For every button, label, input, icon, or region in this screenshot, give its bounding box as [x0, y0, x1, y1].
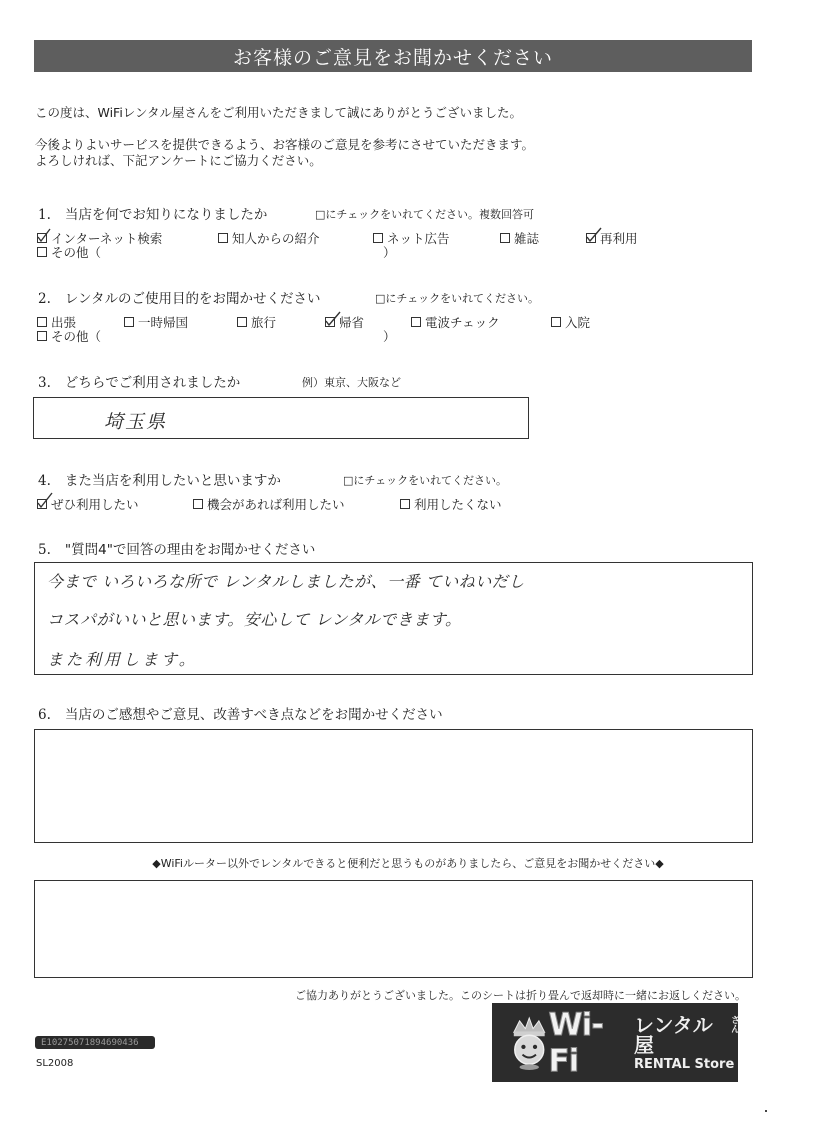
question-2-note: □にチェックをいれてください。	[375, 292, 540, 305]
q5-answer-line-3: また利用します。	[47, 650, 198, 669]
question-3-number: 3.	[38, 375, 51, 391]
q2-option-temp-return[interactable]	[124, 313, 188, 331]
option-label: 旅行	[251, 315, 277, 330]
option-label: 再利用	[600, 231, 638, 246]
option-label: 出張	[51, 315, 77, 330]
tracking-code: E10275071894690436	[35, 1036, 155, 1049]
checkbox[interactable]	[411, 317, 421, 327]
logo-japanese-name: レンタル屋	[634, 1012, 713, 1057]
q2-other-close: ）	[383, 329, 396, 344]
question-3	[38, 371, 240, 391]
checkbox-checked[interactable]	[586, 233, 596, 243]
option-label: 電波チェック	[425, 315, 500, 330]
question-5	[38, 538, 315, 558]
checkbox[interactable]	[237, 317, 247, 327]
question-6-text: 当店のご感想やご意見、改善すべき点などをお聞かせください	[64, 707, 443, 723]
q3-answer-box[interactable]	[33, 397, 529, 439]
scan-speck	[765, 1110, 767, 1112]
question-3-note: 例）東京、大阪など	[302, 376, 401, 389]
q6-answer-box[interactable]	[34, 729, 753, 843]
question-4	[38, 469, 281, 489]
q3-handwritten-answer: 埼玉県	[104, 411, 168, 433]
question-6	[38, 703, 443, 723]
store-logo	[492, 1003, 738, 1082]
option-label: 雑誌	[514, 231, 540, 246]
q4-option-if-chance[interactable]	[193, 495, 345, 513]
question-1-text: 当店を何でお知りになりましたか	[64, 207, 268, 223]
question-5-number: 5.	[38, 542, 51, 558]
logo-brand: Wi-Fi	[548, 1006, 604, 1079]
question-1	[38, 203, 267, 223]
thanks-note: ご協力ありがとうございました。このシートは折り畳んで返却時に一緒にお返しください。	[295, 989, 746, 1002]
question-5-text: "質問4"で回答の理由をお聞かせください	[64, 542, 316, 558]
intro-line-3: よろしければ、下記アンケートにご協力ください。	[35, 153, 322, 168]
q2-option-signal-check[interactable]	[411, 313, 500, 331]
checkbox[interactable]	[400, 499, 410, 509]
checkbox[interactable]	[500, 233, 510, 243]
q2-option-homecoming[interactable]	[325, 313, 364, 331]
question-1-number: 1.	[38, 207, 51, 223]
checkbox[interactable]	[37, 247, 47, 257]
q5-answer-box[interactable]	[34, 562, 753, 675]
option-label: 帰省	[339, 315, 365, 330]
q5-answer-line-2: コスパがいいと思います。安心して レンタルできます。	[47, 610, 462, 629]
question-4-number: 4.	[38, 473, 51, 489]
checkbox-checked[interactable]	[37, 499, 47, 509]
option-label: 知人からの紹介	[232, 231, 320, 246]
form-id: SL2008	[36, 1058, 74, 1069]
option-label: 機会があれば利用したい	[207, 497, 345, 512]
option-label: インターネット検索	[51, 231, 163, 246]
option-label: 一時帰国	[138, 315, 189, 330]
question-1-note: □にチェックをいれてください。複数回答可	[315, 208, 535, 221]
q1-option-magazine[interactable]	[500, 229, 539, 247]
option-label: ネット広告	[387, 231, 450, 246]
question-3-text: どちらでご利用されましたか	[64, 375, 241, 391]
extra-request-answer-box[interactable]	[34, 880, 753, 978]
question-4-note: □にチェックをいれてください。	[343, 474, 508, 487]
question-2	[38, 287, 321, 307]
q4-option-definitely[interactable]	[37, 495, 139, 513]
q1-option-referral[interactable]	[218, 229, 320, 247]
option-label: その他（	[51, 329, 102, 344]
extra-request-prompt: ◆WiFiルーター以外でレンタルできると便利だと思うものがありましたら、ご意見をお聞かせください◆	[152, 857, 664, 870]
logo-japanese-suffix: さん	[729, 1014, 739, 1033]
intro-line-2: 今後よりよいサービスを提供できるよう、お客様のご意見を参考にさせていただきます。	[35, 137, 535, 152]
q4-option-no[interactable]	[400, 495, 502, 513]
survey-title: お客様のご意見をお聞かせください	[34, 40, 752, 72]
option-label: 利用したくない	[414, 497, 502, 512]
q1-option-other[interactable]	[37, 243, 101, 261]
question-4-text: また当店を利用したいと思いますか	[64, 473, 281, 489]
checkbox-checked[interactable]	[37, 233, 47, 243]
logo-english-name: RENTAL Store	[634, 1056, 735, 1072]
checkbox[interactable]	[37, 317, 47, 327]
checkbox[interactable]	[373, 233, 383, 243]
question-2-text: レンタルのご使用目的をお聞かせください	[64, 291, 321, 307]
checkbox[interactable]	[193, 499, 203, 509]
checkbox[interactable]	[551, 317, 561, 327]
q2-option-other[interactable]	[37, 327, 101, 345]
checkbox[interactable]	[218, 233, 228, 243]
option-label: 入院	[565, 315, 591, 330]
option-label: その他（	[51, 245, 102, 260]
question-2-number: 2.	[38, 291, 51, 307]
q1-option-reuse[interactable]	[586, 229, 638, 247]
crown-mascot-icon	[508, 1014, 550, 1072]
option-label: ぜひ利用したい	[51, 497, 139, 512]
checkbox[interactable]	[37, 331, 47, 341]
q2-option-hospital[interactable]	[551, 313, 590, 331]
q5-answer-line-1: 今まで いろいろな所で レンタルしましたが、一番 ていねいだし	[47, 572, 525, 591]
q2-option-travel[interactable]	[237, 313, 276, 331]
intro-line-1: この度は、WiFiレンタル屋さんをご利用いただきまして誠にありがとうございました。	[35, 105, 523, 120]
checkbox[interactable]	[124, 317, 134, 327]
checkbox-checked[interactable]	[325, 317, 335, 327]
q1-other-close: ）	[383, 245, 396, 260]
question-6-number: 6.	[38, 707, 51, 723]
